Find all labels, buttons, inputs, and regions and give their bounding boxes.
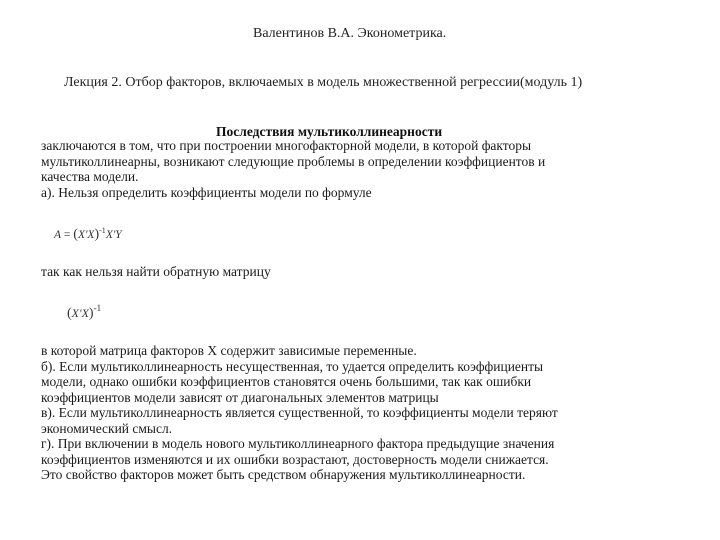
- text-line: а). Нельзя определить коэффициенты модели по формуле: [41, 184, 372, 200]
- after-formula-paragraph: [41, 264, 691, 280]
- formula-exponent: -1: [93, 303, 102, 313]
- text-line: так как нельзя найти обратную матрицу: [41, 264, 271, 279]
- formula-close-paren: ): [88, 306, 94, 321]
- text-line: качества модели.: [41, 169, 139, 184]
- text-line: коэффициентов изменяются и их ошибки возрастают, достоверность модели снижается.: [41, 451, 549, 467]
- text-line: Это свойство факторов может быть средством обнаружения мультиколлинеарности.: [41, 467, 526, 482]
- intro-paragraph: [41, 138, 691, 200]
- formula-inverse-matrix: [67, 303, 101, 322]
- formula-lhs: A: [54, 229, 62, 241]
- formula-coefficients: [54, 226, 122, 243]
- text-line: в которой матрица факторов X содержит зависимые переменные.: [41, 343, 417, 358]
- formula-rest: X'Y: [105, 229, 122, 241]
- text-line: в). Если мультиколлинеарность является существенной, то коэффициенты модели теряют: [41, 405, 558, 420]
- formula-close-paren: ): [94, 227, 100, 242]
- formula-inner: X'X: [77, 229, 95, 241]
- text-line: модели, однако ошибки коэффициентов становятся очень большими, так как ошибки: [41, 374, 532, 389]
- formula-equals: =: [61, 229, 74, 241]
- header-lecture-title: Лекция 2. Отбор факторов, включаемых в модель множественной регрессии(модуль 1): [64, 75, 583, 90]
- formula-inner: X'X: [71, 306, 89, 320]
- consequences-paragraph: [41, 343, 691, 483]
- header-author-title: Валентинов В.А. Эконометрика.: [253, 26, 447, 41]
- text-line: коэффициентов модели зависят от диагональных элементов матрицы: [41, 389, 439, 405]
- formula-exponent: -1: [99, 226, 106, 235]
- text-line: экономический смысл.: [41, 420, 173, 436]
- formula-open-paren: (: [67, 306, 72, 321]
- formula-open-paren: (: [73, 227, 78, 242]
- text-line: г). При включении в модель нового мультиколлинеарного фактора предыдущие значения: [41, 436, 555, 451]
- section-title: Последствия мультиколлинеарности: [216, 124, 443, 139]
- text-line: мультиколлинеарны, возникают следующие проблемы в определении коэффициентов и: [41, 153, 546, 169]
- text-line: б). Если мультиколлинеарность несущественная, то удается определить коэффициенты: [41, 358, 544, 374]
- text-line: заключаются в том, что при построении многофакторной модели, в которой факторы: [41, 138, 532, 153]
